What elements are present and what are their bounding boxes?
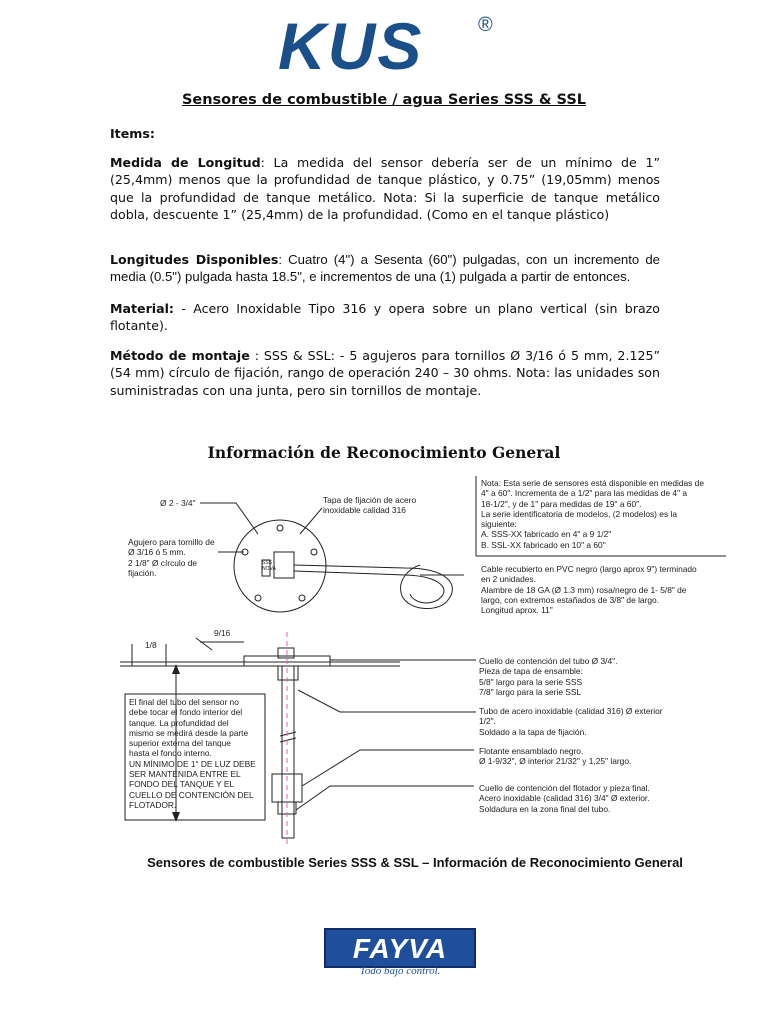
fayva-wordmark: FAYVA [352, 933, 448, 964]
label-line: hasta el fondo interno. [129, 748, 212, 759]
paragraph-text: : SSS & SSL: - 5 agujeros para tornillos Ø 3/16 ó 5 mm, 2.125” (54 mm) círculo de fijación, rango de operación 240 – 30 ohms. Nota: las unidades son suministradas con una junta, pero sin tornillos de montaje. [110, 348, 661, 398]
label-line: Tubo de acero inoxidable (calidad 316) Ø exterior [479, 706, 663, 716]
label-line: inoxidable calidad 316 [323, 505, 406, 516]
label-line: Alambre de 18 GA (Ø 1.3 mm) rosa/negro de 1- 5/8" de [481, 584, 687, 595]
depth-note [129, 697, 265, 810]
paragraph-label: Método de montaje [110, 348, 250, 363]
label-line: 2 1/8" Ø círculo de [128, 557, 198, 568]
paragraph-text: - Acero Inoxidable Tipo 316 y opera sobre un plano vertical (sin brazo flotante). [110, 301, 660, 334]
screw-hole [299, 595, 305, 601]
label-diameter: Ø 2 - 3/4" [160, 498, 196, 508]
label-line: FONDO DEL TANQUE Y EL [129, 779, 235, 790]
label-line: en 2 unidades. [481, 574, 536, 585]
label-line: SER MANTENIDA ENTRE EL [129, 769, 241, 780]
fayva-tagline: Todo bajo control. [359, 965, 441, 977]
label-line: superior externa del tanque [129, 738, 231, 749]
label-line: B. SSL-XX fabricado en 10" a 60" [481, 539, 606, 550]
leader-line [296, 786, 474, 810]
label-line: Flotante ensamblado negro. [479, 746, 584, 756]
items-label: Items: [110, 126, 155, 141]
terminal-block [274, 552, 294, 578]
cable-loop [294, 571, 444, 603]
label-line: Nota: Esta serie de sensores está disponible en medidas de [481, 478, 705, 488]
plate-label: SSS [262, 560, 273, 566]
sensor-tube [282, 666, 294, 838]
label-line: Soldado a la tapa de fijación. [479, 726, 587, 737]
fayva-logo [324, 928, 476, 968]
label-holes [128, 537, 215, 578]
screw-hole [311, 549, 317, 555]
label-line: Soldadura en la zona final del tubo. [479, 803, 611, 814]
label-neck [479, 656, 617, 697]
leader-line [300, 508, 322, 534]
label-line: Cuello de contención del flotador y pieza final. [479, 783, 650, 793]
label-plate [323, 495, 416, 516]
label-series-note [481, 478, 704, 550]
label-line: 5/8" largo para la serie SSS [479, 676, 583, 687]
label-line: El final del tubo del sensor no [129, 697, 239, 707]
logo-wordmark: KUS [278, 9, 424, 83]
plate-label: NOVA [262, 566, 276, 572]
paragraph-label: Material: [110, 301, 174, 316]
label-line: Ø 1-9/32", Ø interior 21/32" y 1,25" largo. [479, 756, 632, 767]
label-cable [481, 564, 697, 615]
label-line: 18-1/2", y de 1" para medidas de 19" a 60". [481, 498, 642, 509]
label-line: Acero inoxidable (calidad 316) 3/4" Ø exterior. [479, 793, 650, 804]
label-float [479, 746, 631, 767]
label-line: 7/8" largo para la serie SSL [479, 686, 582, 697]
section-heading: Información de Reconocimiento General [207, 443, 561, 462]
registered-mark: ® [478, 14, 493, 36]
paragraph-label: Medida de Longitud [110, 155, 261, 170]
label-line: mismo se medirá desde la parte [129, 727, 249, 738]
screw-hole [255, 595, 261, 601]
figure-caption: Sensores de combustible Series SSS & SSL – Información de Reconocimiento General [147, 855, 683, 870]
label-line: largo, con extremos estañados de 3/8" de largo. [481, 594, 660, 605]
label-line: Tapa de fijación de acero [323, 495, 417, 505]
label-line: Cuello de contención del tubo Ø 3/4". [479, 656, 618, 666]
label-line: Cable recubierto en PVC negro (largo aprox 9") terminado [481, 564, 697, 574]
label-line: 4" a 60". Incrementa de a 1/2" para las medidas de 4" a [481, 488, 688, 499]
label-line: Agujero para tornillo de [128, 537, 215, 547]
document-title: Sensores de combustible / agua Series SSS & SSL [181, 92, 587, 108]
label-line: Pieza de tapa de ensamble: [479, 666, 583, 677]
label-line: UN MÍNIMO DE 1" DE LUZ DEBE [129, 758, 256, 769]
label-line: fijación. [128, 567, 157, 578]
plate-text [262, 560, 274, 572]
label-line: tanque. La profundidad del [129, 717, 229, 728]
label-line: A. SSS-XX fabricado en 4" a 9 1/2" [481, 529, 612, 540]
dimension-line [196, 638, 212, 650]
leader-line [200, 503, 258, 534]
leader-line [302, 750, 474, 786]
tube-neck [278, 666, 298, 680]
paragraph-label: Longitudes Disponibles [110, 252, 279, 267]
label-line: 1/2". [479, 716, 496, 727]
label-dim-9-16: 9/16 [214, 628, 231, 638]
label-line: CUELLO DE CONTENCIÓN DEL [129, 789, 254, 800]
label-line: La serie identificatoria de modelos, (2 modelos) es la [481, 508, 677, 519]
label-line: FLOTADOR. [129, 799, 177, 810]
label-line: Ø 3/16 ó 5 mm. [128, 547, 186, 558]
paragraph-text: : Cuatro (4") a Sesenta (60") pulgadas, con un incremento de media (0.5") pulgada hasta 18.5", e incrementos de una (1) pulgada a partir de entonces. [110, 252, 660, 285]
label-line: debe tocar el fondo interior del [129, 707, 243, 718]
mounting-plate-circle [234, 520, 326, 612]
screw-hole [277, 525, 283, 531]
label-line: siguiente: [481, 519, 517, 530]
paragraph-text: : La medida del sensor debería ser de un mínimo de 1” (25,4mm) menos que la profundidad de tanque plástico, y 0.75” (19,05mm) menos que la profundidad de tanque metálico. Nota: Si la superficie de tanque metálico dobla, descuente 1” (25,4mm) de la profundidad. (Como en el tanque plástico) [110, 155, 661, 223]
label-line: Longitud aprox. 11" [481, 605, 553, 616]
label-dim-1-8: 1/8 [145, 640, 157, 650]
label-tube [479, 706, 663, 737]
leader-line [298, 690, 476, 712]
label-float-neck [479, 783, 650, 814]
